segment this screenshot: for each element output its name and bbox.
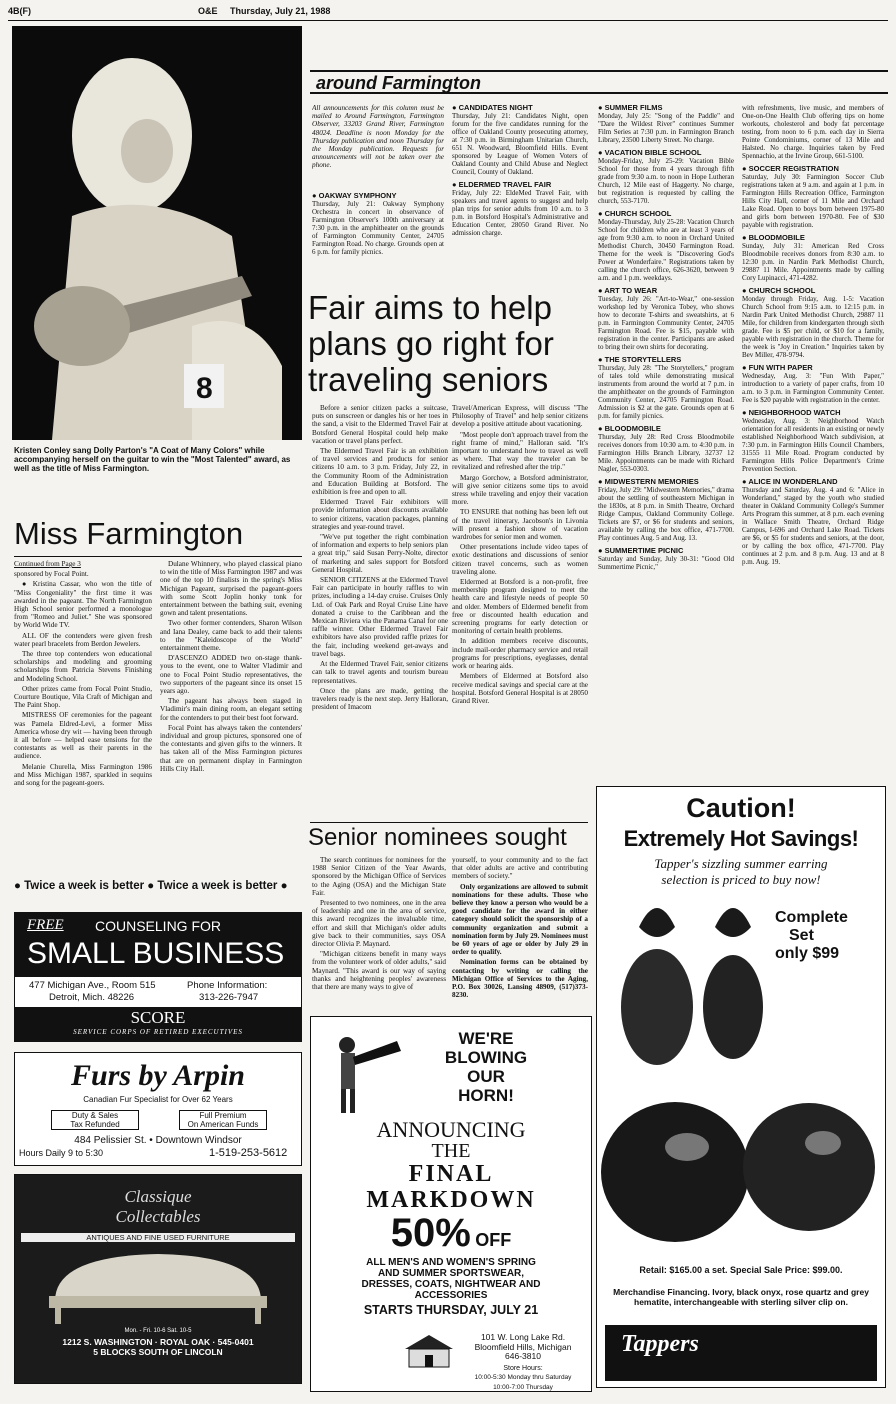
paragraph: Eldermed at Botsford is a non-profit, free membership program designed to meet the health care and lifestyle needs of people 50 and older. Members of Eldermed benefit from free or discounted health education and screening programs for early detection or monitoring of certain health problems. xyxy=(452,578,588,636)
event-item xyxy=(742,165,884,229)
set-price: only $99 xyxy=(775,945,840,962)
furs-boxes xyxy=(15,1110,301,1132)
pageant-photo xyxy=(12,26,302,440)
score-address-1: 477 Michigan Ave., Room 515 xyxy=(29,980,156,991)
event-text: Saturday and Sunday, July 30-31: "Good Old Summertime Picnic," xyxy=(598,555,734,571)
tappers-ad xyxy=(596,786,886,1388)
furs-logo: Furs by Arpin xyxy=(71,1059,245,1092)
hours-label: Store Hours: xyxy=(503,1364,543,1372)
event-text: Monday, July 25: "Song of the Paddle" and "Dare the Wildest River" continues Summer Film Series at 7:30 p.m. in Farmington Branch Library, 23500 Liberty Street. No charge. xyxy=(598,112,734,144)
nominees-col-2 xyxy=(452,856,588,1008)
description-line: AND SUMMER SPORTSWEAR, xyxy=(377,1268,525,1279)
event-title: ● MIDWESTERN MEMORIES xyxy=(598,478,734,486)
event-text: Thursday and Saturday, Aug. 4 and 6: "Alice in Wonderland," staged by the youth who studied theater in Oakland Community College's Summer Arts Program this summer, at 8 p.m. each evening in Wallace Smith Theatre, Orchard Ridge Campus, I-696 and Orchard Lake Road. Tickets are $6, or $5 for students and seniors, at the door, or by calling the box office, 471-7700. Play continues at 2 p.m. and 8 p.m. Aug. 13 and at 8 p.m. Aug. 19. xyxy=(742,486,884,566)
tappers-sub-2: selection is priced to buy now! xyxy=(661,872,821,887)
furs-phone: 1-519-253-5612 xyxy=(209,1147,288,1159)
miss-col-2 xyxy=(160,560,302,872)
horn-line-1: WE'RE xyxy=(458,1029,514,1048)
tappers-logo: Tappers xyxy=(621,1331,699,1357)
event-text: Monday-Friday, July 25-29: Vacation Bible School for those from 4 years through fifth grade from 9:30 a.m. to noon in Hope Lutheran Church, 12 Mile east of Haggerty. No charge, but registration is requested by calling the church, 553-7170. xyxy=(598,157,734,205)
address-line: 101 W. Long Lake Rd. xyxy=(480,1332,566,1342)
event-item xyxy=(742,364,884,404)
event-title: ● ELDERMED TRAVEL FAIR xyxy=(452,181,588,189)
paragraph: D'ASCENZO ADDED two on-stage thank-yous to the event, one to Walter Vladimir and one to Focal Point Studio representatives, the two supporters of the pageant since its onset 15 years ago. xyxy=(160,654,302,696)
hours-line: 10:00-7:00 Thursday xyxy=(493,1383,553,1391)
set-label: Set xyxy=(789,927,814,944)
paragraph: Members of Eldermed at Botsford also receive medical savings and special care at the hospital. Botsford General Hospital is at 28050 Grand River. xyxy=(452,672,588,705)
paragraph: TO ENSURE that nothing has been left out of the travel itinerary, Jacobson's in Livonia will present a fashion show of vacation wardrobes for senior men and women. xyxy=(452,508,588,542)
events-col-d xyxy=(742,104,884,784)
event-text: Wednesday, Aug. 3: Neighborhood Watch orientation for all residents in an existing or newly established Neighborhood Watch subdivision, at 7:30 p.m. in Farmington Hills Council Chambers, 31555 11 Mile Road. Program conducted by Farmington Hills Police Department's Crime Prevention Section. xyxy=(742,417,884,473)
tappers-sub-1: Tapper's sizzling summer earring xyxy=(654,856,828,871)
markdown-label: MARKDOWN xyxy=(366,1187,536,1213)
storefront-icon xyxy=(401,1331,457,1371)
paragraph: Other presentations include video tapes of exotic destinations and discussions of senior citizen travel concerns, such as women traveling alone. xyxy=(452,543,588,576)
event-item xyxy=(452,104,588,176)
event-text: Thursday, July 21: Candidates Night, open forum for the five candidates running for the office of Oakland County prosecuting attorney, at 7:30 p.m. in Birmingham Unitarian Church, 651 N. Woodward, Bloomfield Hills. Event sponsored by League of Women Voters of Oakland County and Child Abuse and Neglect Council, County of Oakland. xyxy=(452,112,588,176)
event-item xyxy=(598,104,734,144)
event-title: ● ALICE IN WONDERLAND xyxy=(742,478,884,486)
complete-label: Complete xyxy=(775,909,848,926)
caution-label: Caution! xyxy=(686,793,796,823)
event-title: ● SOCCER REGISTRATION xyxy=(742,165,884,173)
premium-line: Full Premium xyxy=(199,1111,247,1120)
starts-label: STARTS THURSDAY, JULY 21 xyxy=(363,1303,539,1317)
fair-col-2 xyxy=(452,404,588,816)
off-label: OFF xyxy=(475,1230,512,1250)
paragraph: ● Kristina Cassar, who won the title of "Miss Congeniality" the first time it was awarded in the pageant. The North Farmington High School senior performed a monologue from "Romeo and Juliet." She was sponsored by World Wide TV. xyxy=(14,580,152,630)
paper-name: O&E xyxy=(198,6,218,16)
paragraph: Nomination forms can be obtained by contacting by writing or calling the Michigan Office of Services to the Aging, P.O. Box 30026, Lansing 48909, (517)373-8230. xyxy=(452,958,588,1000)
event-item xyxy=(598,356,734,420)
furs-footer xyxy=(15,1146,301,1160)
event-item xyxy=(742,104,884,160)
event-title: ● CHURCH SCHOOL xyxy=(742,287,884,295)
event-title: ● OAKWAY SYMPHONY xyxy=(312,192,444,200)
event-text: Friday, July 29: "Midwestern Memories," drama about the settling of southeastern Michigan in the 1830s, at 8 p.m. in Smith Theatre, Orchard Ridge Campus, Oakland Community College. Tickets are $7, or $6 for students and seniors, available by calling the box office, 471-7700. Play continues Aug. 5 and Aug. 13. xyxy=(598,486,734,542)
small-business-label: SMALL BUSINESS xyxy=(27,937,285,970)
event-title: ● CANDIDATES NIGHT xyxy=(452,104,588,112)
event-title: ● BLOODMOBILE xyxy=(742,234,884,242)
event-title: ● NEIGHBORHOOD WATCH xyxy=(742,409,884,417)
score-label: SCORE xyxy=(130,1008,186,1027)
score-phone-label: Phone Information: xyxy=(187,980,268,991)
horn-block xyxy=(431,1029,541,1105)
hours-line: 10:00-5:30 Monday thru Saturday xyxy=(474,1374,572,1381)
furs-ad xyxy=(14,1052,302,1166)
event-text: Thursday, July 21: Oakway Symphony Orchestra in concert in observance of Farmington Observer's 100th anniversary at 7:30 p.m. in the amphitheater on the grounds of Farmington Community Center, 24705 Farmington Road. No charge. Grounds open at 6 p.m. for family picnics. xyxy=(312,200,444,256)
final-label: FINAL xyxy=(408,1161,494,1187)
description-line: ALL MEN'S AND WOMEN'S SPRING xyxy=(366,1257,536,1268)
photo-caption: Kristen Conley sang Dolly Parton's "A Coat of Many Colors" while accompanying herself on the guitar to win the "Most Talented" award, as well as the title of Miss Farmington. xyxy=(14,446,291,473)
fair-headline: Fair aims to help plans go right for traveling seniors xyxy=(308,289,554,398)
horn-line-4: HORN! xyxy=(458,1086,514,1105)
event-title: ● ART TO WEAR xyxy=(598,287,734,295)
paragraph: "Michigan citizens benefit in many ways from the volunteer work of older adults," said Maynard. "This award is our way of saying thanks and heightening peoples' awareness that there are many ways to give of xyxy=(312,950,446,992)
classique-name-2: Collectables xyxy=(115,1207,201,1226)
furs-tagline: Canadian Fur Specialist for Over 62 Years xyxy=(83,1095,233,1104)
paragraph: Before a senior citizen packs a suitcase, puts on sunscreen or dangles his or her toes in the sand, a visit to the Eldermed Travel Fair at Botsford General Hospital could help make vacation or travel plans perfect. xyxy=(312,404,448,445)
singer-photo-icon xyxy=(12,26,302,440)
miss-col-1 xyxy=(14,560,152,872)
paragraph: SENIOR CITIZENS at the Eldermed Travel Fair can participate in hourly raffles to win prizes, including a 14-day cruise. Cruises Only Ltd. of Oak Park and Royal Cruise Line have donated a cruise to the Caribbean and the Mexican Riviera via the Panama Canal for one raffle winner. Other Eldermed Travel Fair exhibitors have also provided raffle prizes for the fair, including weekend get-aways and travel bags. xyxy=(312,576,448,658)
events-col-c xyxy=(598,104,734,784)
tappers-logo-block xyxy=(605,1325,877,1381)
divider xyxy=(310,822,588,823)
score-address-2: Detroit, Mich. 48226 xyxy=(49,992,135,1003)
score-phone: 313-226-7947 xyxy=(199,992,259,1003)
markdown-address xyxy=(461,1333,585,1392)
event-item xyxy=(598,287,734,351)
free-label: FREE xyxy=(27,917,64,933)
event-text: Tuesday, July 26: "Art-to-Wear," one-session workshop led by Veronica Tobey, who shows how to decorate T-shirts and sweatshirts, at 6 p.m. in Farmington Community Center, 24705 Farmington Road. Fee is $15, payable with registration in the center. Participants are asked to bring their own shirts for decorating. xyxy=(598,295,734,351)
fair-col-1 xyxy=(312,404,448,816)
divider xyxy=(14,556,302,557)
events-col-a xyxy=(312,192,444,288)
paragraph: In addition members receive discounts, include mail-order pharmacy service and retail programs for prescriptions, eyeglasses, dental work or hearing aids. xyxy=(452,637,588,671)
nominees-col-1 xyxy=(312,856,446,1008)
score-ad-contact xyxy=(15,977,301,1007)
score-ad-bottom xyxy=(15,1007,301,1041)
premium-box xyxy=(179,1110,267,1130)
paragraph: Presented to two nominees, one in the area of leadership and one in the area of service, this award recognizes the invaluable time, effort and skill that Michigan's older adults give back to their communities, says OSA director Olivia P. Maynard. xyxy=(312,899,446,949)
event-title: ● FUN WITH PAPER xyxy=(742,364,884,372)
paragraph: "We've put together the right combination of information and experts to help seniors plan a great trip," said Susan Perry-Nolte, director of marketing and sales support for Botsford General Hospital. xyxy=(312,533,448,574)
markdown-ad xyxy=(310,1016,592,1392)
event-item xyxy=(598,149,734,205)
markdown-description xyxy=(311,1257,591,1301)
event-title: ● CHURCH SCHOOL xyxy=(598,210,734,218)
announcing-label: ANNOUNCING xyxy=(376,1117,526,1142)
duty-line-2: Tax Refunded xyxy=(70,1120,120,1129)
score-ad xyxy=(14,912,302,1042)
retail-price: Retail: $165.00 a set. Special Sale Price: $99.00. xyxy=(639,1265,843,1275)
event-title: ● VACATION BIBLE SCHOOL xyxy=(598,149,734,157)
contestant-number: 8 xyxy=(196,372,213,405)
classique-tagline: ANTIQUES AND FINE USED FURNITURE xyxy=(21,1233,295,1242)
event-text: Thursday, July 28: Red Cross Bloodmobile receives donors from 10:30 a.m. to 4:30 p.m. in Farmington Hills Branch Library, 32737 12 Mile. Appointments can be made with Richard Nagler, 553-0303. xyxy=(598,433,734,473)
event-text: Sunday, July 31: American Red Cross Bloodmobile receives donors from 8:30 a.m. to 12:30 p.m. in Nardin Park Methodist Church, 29887 11 Mile. Appointments made by calling Cory Lupinacci, 471-4282. xyxy=(742,242,884,282)
event-title: ● SUMMERTIME PICNIC xyxy=(598,547,734,555)
event-item xyxy=(598,547,734,571)
event-item xyxy=(742,409,884,473)
paragraph: At the Eldermed Travel Fair, senior citizens can talk to travel agents and tourism bureau representatives. xyxy=(312,660,448,685)
paragraph: ALL OF the contenders were given fresh water pearl bracelets from Berdon Jewelers. xyxy=(14,631,152,648)
horn-line-2: BLOWING xyxy=(444,1048,528,1067)
paragraph: Only organizations are allowed to submit nominations for these adults. Those who believe they know a person who would be a good candidate for the award in either category should solicit the sponsorship of a community organization and submit a nomination form by July 29. Nominees must be 60 years of age or older by July 29 in order to qualify. xyxy=(452,882,588,957)
paragraph: The pageant has always been staged in Vladimir's main dining room, an elegant setting for the contenders to put their best foot forward. xyxy=(160,697,302,722)
description-line: DRESSES, COATS, NIGHTWEAR AND xyxy=(361,1279,541,1290)
horn-line-3: OUR xyxy=(467,1067,505,1086)
paragraph: The search continues for nominees for the 1988 Senior Citizen of the Year Awards, sponsored by the Michigan Office of Services to the Aging (OSA) and the Michigan State Fair. xyxy=(312,856,446,897)
event-title: ● THE STORYTELLERS xyxy=(598,356,734,364)
premium-line-2: On American Funds xyxy=(187,1120,259,1129)
event-item xyxy=(452,181,588,237)
event-text: Monday through Friday, Aug. 1-5: Vacation Church School from 9:15 a.m. to 12:15 p.m. in Nardin Park United Methodist Church, 29887 11 Mile, for children from kindergarten through sixth grade. Fee is $5 per child, or $10 for a family, payable with registration in the church. Theme for the week is "Joy in Creation." Inquiries taken by Bev Miller, 478-9794. xyxy=(742,295,884,359)
score-ad-top xyxy=(15,913,301,977)
hot-savings-label: Extremely Hot Savings! xyxy=(623,826,859,851)
paragraph: The three top contenders won educational scholarships and modeling and grooming scholarships from Patricia Stevens Finishing and Modeling School. xyxy=(14,650,152,683)
percent-block xyxy=(311,1213,591,1262)
event-item xyxy=(742,287,884,359)
paragraph: yourself, to your community and to the fact that older adults are active and contributing members of society." xyxy=(452,856,588,881)
complete-set-block xyxy=(775,909,879,963)
event-text: Monday-Thursday, July 25-28: Vacation Church School for children who are at least 3 years of age from 9:30 a.m. to noon in Orchard United Methodist Church, 30450 Farmington Road. Theme for the week is "Discovering God's Power at Wonderfaire." Registrations taken by calling the church office, 626-3620, between 9 a.m. and 1 p.m. weekdays. xyxy=(598,218,734,282)
classique-name: Classique xyxy=(124,1187,192,1206)
event-item xyxy=(742,478,884,566)
paragraph: "Most people don't approach travel from the right frame of mind," Halloran said. "It's important to understand how to travel as well as where. That way the traveler can be revitalized and refreshed after the trip." xyxy=(452,430,588,472)
classique-ad xyxy=(14,1174,302,1384)
address-line: Bloomfield Hills, Michigan xyxy=(474,1341,572,1352)
paragraph: The Eldermed Travel Fair is an exhibition of travel services and products for senior citizens 10 a.m. to 3 p.m. Friday, July 22, in the Community Room of the Administration and Education Building at Botsford. The exhibition is free and open to all. xyxy=(312,447,448,497)
percent-label: 50% xyxy=(390,1211,471,1255)
paragraph: Two other former contenders, Sharon Wilson and Iana Dealey, came back to add their talents to the "Kaleidoscope of the World" entertainment theme. xyxy=(160,619,302,653)
classique-blocks: 5 BLOCKS SOUTH OF LINCOLN xyxy=(93,1347,223,1357)
event-title: ● BLOODMOBILE xyxy=(598,425,734,433)
paragraph: MISTRESS OF ceremonies for the pageant was Pamela Eldred-Levi, a former Miss America whose dry wit — having been through it all before — helped ease tensions for the contestants as well as their parents in the audience. xyxy=(14,711,152,761)
event-item xyxy=(312,192,444,256)
duty-box xyxy=(51,1110,139,1130)
nominees-headline: Senior nominees sought xyxy=(308,824,567,851)
events-col-b xyxy=(452,104,588,288)
settee-icon xyxy=(15,1246,301,1326)
event-item xyxy=(598,425,734,473)
paragraph: Melanie Churella, Miss Farmington 1986 and Miss Michigan 1987, sparkled in sequins and song for the pageant-goers. xyxy=(14,762,152,788)
event-text: Wednesday, Aug. 3: "Fun With Paper," introduction to a variety of paper crafts, from 10 a.m. to 3 p.m. in Farmington Community Center. Fee is $20 payable with registration in the center. xyxy=(742,372,884,404)
twice-a-week-banner: ● Twice a week is better ● Twice a week is better ● xyxy=(14,880,288,892)
miss-farmington-headline: Miss Farmington xyxy=(14,516,244,551)
the-label: THE xyxy=(431,1140,471,1162)
counseling-label: COUNSELING FOR xyxy=(95,918,222,934)
duty-line: Duty & Sales xyxy=(71,1111,119,1120)
event-text: Friday, July 22: EldeMed Travel Fair, with speakers and travel agents to suggest and help plan trips for senior adults from 10 a.m. to 3 p.m. in Botsford Hospital's Administrative and Education Center, 28050 Grand River. No admission charge. xyxy=(452,189,588,237)
paragraph: Margo Gorchow, a Botsford administrator, will give senior citizens some tips to avoid stress while traveling and enjoy their vacation more. xyxy=(452,473,588,507)
paragraph: Dulane Whinnery, who played classical piano to win the title of Miss Farmington 1987 and was one of the top 10 finalists in the spring's Miss Michigan Pageant, surprised the pageant-goers with some Scott Joplin honky tonk for entertainment between the bathing suit, evening gown and talent presentations. xyxy=(160,560,302,618)
issue-date: Thursday, July 21, 1988 xyxy=(230,6,331,16)
tappers-fine-print: Merchandise Financing. Ivory, black onyx, rose quartz and grey hematite, interchangeable with sterling silver clip on. xyxy=(613,1287,869,1307)
trumpeter-icon xyxy=(317,1027,407,1117)
paragraph: Travel/American Express, will discuss "The Philosophy of Travel" and help senior citizens develop a positive attitude about vacationing. xyxy=(452,404,588,429)
furs-hours: Hours Daily 9 to 5:30 xyxy=(19,1148,104,1158)
event-item xyxy=(598,478,734,542)
paragraph: Once the plans are made, getting the travelers ready is the next step. Jerry Halloran, president of Imacom xyxy=(312,686,448,712)
page-number: 4B(F) xyxy=(8,6,31,16)
paragraph: Eldermed Travel Fair exhibitors will provide information about discounts available to senior citizens, vacation packages, planning strategies and year-round travel. xyxy=(312,498,448,531)
continued-line: Continued from Page 3 xyxy=(14,560,81,568)
event-item xyxy=(598,210,734,282)
event-text: with refreshments, live music, and members of One-on-One Health Club offering tips on home workouts, cholesterol and body fat percentage testing, from noon to 6 p.m. each day in Sierra Pointe Condominiums, corner of 13 Mile and Halsted. No charge. Inquiries taken by Fred Spennachio, at the Irvine Group, 661-5100. xyxy=(742,104,884,160)
event-title: ● SUMMER FILMS xyxy=(598,104,734,112)
event-text: Thursday, July 28: "The Storytellers," program of tales told while demonstrating musical instruments from around the world at 7 p.m. in the amphitheater on the grounds of Farmington Community Center, 24705 Farmington Road. Admission is $2 at the gate. Grounds open at 6 p.m. for family picnics. xyxy=(598,364,734,420)
page-header xyxy=(8,4,888,21)
phone-line: 646-3810 xyxy=(505,1351,541,1361)
paragraph: sponsored by Focal Point. xyxy=(14,570,89,579)
score-tagline: SERVICE CORPS OF RETIRED EXECUTIVES xyxy=(73,1028,243,1036)
event-item xyxy=(742,234,884,282)
description-line: ACCESSORIES xyxy=(414,1290,488,1301)
event-text: Saturday, July 30: Farmington Soccer Club registrations taken at 9 a.m. and again at 1 p.m. in Farmington Hills Recreation Office, Farmington Hills City Hall, corner of 11 Mile and Orchard Lake Road. Open to boys born between 1975-80 and girls born between 1970-80. Fee of $30 payable with registration. xyxy=(742,173,884,229)
paragraph: Other prizes came from Focal Point Studio, Courture Boutique, Vila Craft of Michigan and The Paint Shop. xyxy=(14,684,152,710)
classique-address: 1212 S. WASHINGTON · ROYAL OAK · 545-0401 xyxy=(62,1337,254,1347)
classique-hours: Mon. - Fri. 10-6 Sat. 10-5 xyxy=(124,1328,192,1334)
column-intro: All announcements for this column must be mailed to Around Farmington, Farmington Observer, 33203 Grand River, Farmington 48024. Deadline is noon Monday for the Thursday publication and noon Thursday for the Monday publication. Requests for announcements will not be taken over the phone. xyxy=(312,104,444,170)
furs-address: 484 Pelissier St. • Downtown Windsor xyxy=(74,1135,242,1146)
paragraph: Focal Point has always taken the contenders' individual and group pictures, sponsored one of the contestants and given gifts to the winners. It has taken all of the Miss Farmington pictures that are on permanent display in Farmington Hills City Hall. xyxy=(160,723,302,773)
section-title: around Farmington xyxy=(310,70,888,94)
